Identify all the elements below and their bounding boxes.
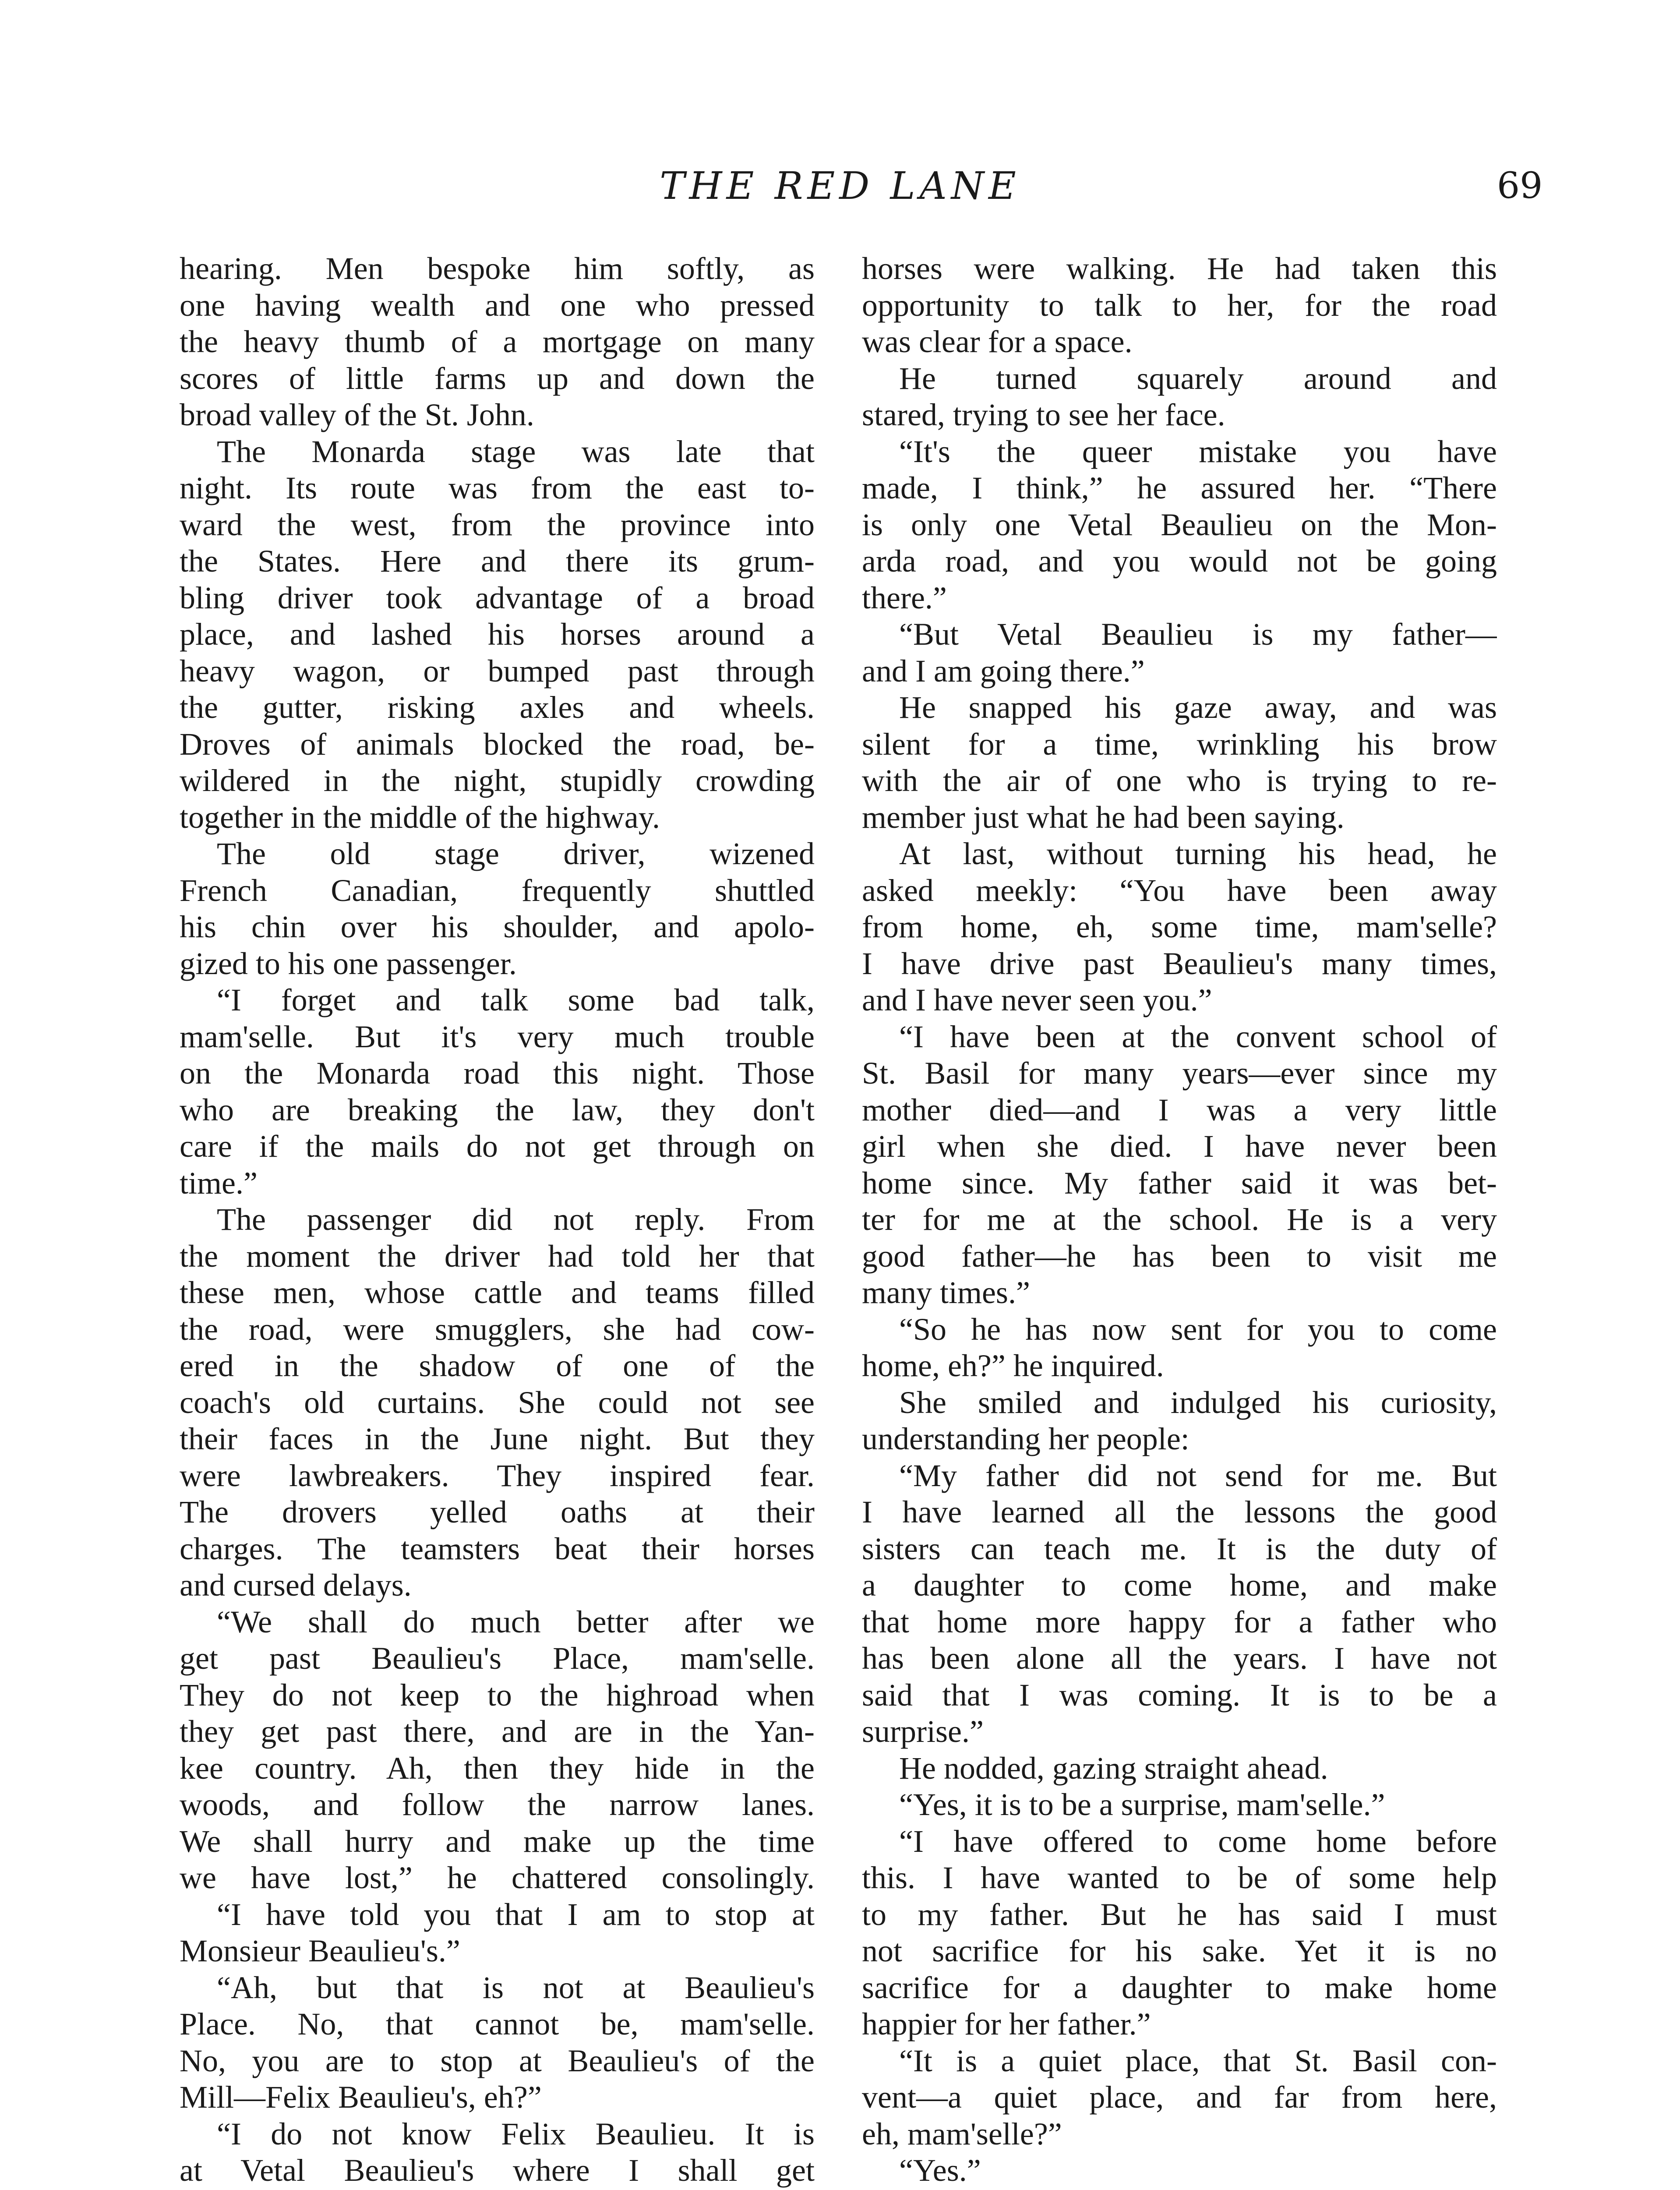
text-line: He turned squarely around and xyxy=(899,360,1497,396)
text-line: ward the west, from the province into xyxy=(180,507,815,542)
page-number: 69 xyxy=(1497,165,1543,207)
text-line: “I have been at the convent school of xyxy=(899,1019,1497,1054)
text-line: “I have told you that I am to stop at xyxy=(217,1897,815,1932)
text-line: understanding her people: xyxy=(862,1421,1189,1456)
text-line: from home, eh, some time, mam'selle? xyxy=(862,909,1497,944)
text-line: has been alone all the years. I have not xyxy=(862,1641,1497,1676)
text-line: the road, were smugglers, she had cow- xyxy=(180,1311,815,1347)
text-line: home, eh?” he inquired. xyxy=(862,1348,1164,1383)
text-line: Mill—Felix Beaulieu's, eh?” xyxy=(180,2080,542,2115)
text-line: eh, mam'selle?” xyxy=(862,2116,1062,2151)
text-line: made, I think,” he assured her. “There xyxy=(862,470,1497,505)
text-line: The drovers yelled oaths at their xyxy=(180,1494,815,1529)
text-line: hearing. Men bespoke him softly, as xyxy=(180,251,815,286)
text-line: horses were walking. He had taken this xyxy=(862,251,1497,286)
text-line: Monsieur Beaulieu's.” xyxy=(180,1933,460,1968)
text-line: broad valley of the St. John. xyxy=(180,397,534,432)
text-line: were lawbreakers. They inspired fear. xyxy=(180,1458,815,1493)
text-line: they get past there, and are in the Yan- xyxy=(180,1714,815,1749)
text-line: I have learned all the lessons the good xyxy=(862,1494,1497,1529)
text-line: care if the mails do not get through on xyxy=(180,1129,815,1164)
text-line: sacrifice for a daughter to make home xyxy=(862,1970,1497,2005)
text-line: the heavy thumb of a mortgage on many xyxy=(180,324,815,359)
text-line: “I forget and talk some bad talk, xyxy=(217,982,815,1017)
text-line: bling driver took advantage of a broad xyxy=(180,580,815,615)
text-line: “It is a quiet place, that St. Basil con- xyxy=(899,2043,1497,2078)
text-line: St. Basil for many years—ever since my xyxy=(862,1056,1497,1091)
text-line: is only one Vetal Beaulieu on the Mon- xyxy=(862,507,1497,542)
text-line: We shall hurry and make up the time xyxy=(180,1823,815,1859)
text-line: time.” xyxy=(180,1165,258,1201)
text-line: that home more happy for a father who xyxy=(862,1604,1497,1639)
text-line: “So he has now sent for you to come xyxy=(899,1311,1497,1347)
text-line: this. I have wanted to be of some help xyxy=(862,1860,1497,1895)
text-line: place, and lashed his horses around a xyxy=(180,617,815,652)
text-line: coach's old curtains. She could not see xyxy=(180,1385,815,1420)
text-line: and I am going there.” xyxy=(862,653,1145,689)
text-line: was clear for a space. xyxy=(862,324,1133,359)
text-line: The passenger did not reply. From xyxy=(217,1202,815,1237)
text-line: vent—a quiet place, and far from here, xyxy=(862,2080,1497,2115)
text-line: He nodded, gazing straight ahead. xyxy=(899,1750,1328,1786)
text-line: “It's the queer mistake you have xyxy=(899,434,1497,469)
text-line: with the air of one who is trying to re- xyxy=(862,763,1497,798)
text-line: At last, without turning his head, he xyxy=(899,836,1497,871)
text-line: the gutter, risking axles and wheels. xyxy=(180,690,815,725)
text-line: we have lost,” he chattered consolingly. xyxy=(180,1860,815,1895)
text-line: The Monarda stage was late that xyxy=(217,434,815,469)
text-line: She smiled and indulged his curiosity, xyxy=(899,1385,1497,1420)
text-line: the moment the driver had told her that xyxy=(180,1238,815,1274)
text-line: gized to his one passenger. xyxy=(180,946,517,981)
text-line: together in the middle of the highway. xyxy=(180,799,660,835)
text-line: I have drive past Beaulieu's many times, xyxy=(862,946,1497,981)
text-line: said that I was coming. It is to be a xyxy=(862,1677,1497,1713)
text-line: good father—he has been to visit me xyxy=(862,1238,1497,1274)
text-line: heavy wagon, or bumped past through xyxy=(180,653,815,689)
text-line: wildered in the night, stupidly crowding xyxy=(180,763,815,798)
text-line: home since. My father said it was bet- xyxy=(862,1165,1497,1201)
text-line: ter for me at the school. He is a very xyxy=(862,1202,1497,1237)
text-line: He snapped his gaze away, and was xyxy=(899,690,1497,725)
text-line: these men, whose cattle and teams filled xyxy=(180,1275,815,1310)
text-line: silent for a time, wrinkling his brow xyxy=(862,726,1497,762)
text-line: No, you are to stop at Beaulieu's of the xyxy=(180,2043,815,2078)
text-line: at Vetal Beaulieu's where I shall get xyxy=(180,2153,815,2188)
text-line: They do not keep to the highroad when xyxy=(180,1677,815,1713)
text-line: woods, and follow the narrow lanes. xyxy=(180,1787,815,1822)
left-text-column xyxy=(180,251,815,2190)
text-line: stared, trying to see her face. xyxy=(862,397,1225,432)
running-head xyxy=(0,162,1680,210)
text-line: ered in the shadow of one of the xyxy=(180,1348,815,1383)
text-line: opportunity to talk to her, for the road xyxy=(862,287,1497,323)
text-line: Place. No, that cannot be, mam'selle. xyxy=(180,2006,815,2042)
text-line: and I have never seen you.” xyxy=(862,982,1212,1017)
text-line: girl when she died. I have never been xyxy=(862,1129,1497,1164)
text-line: “I do not know Felix Beaulieu. It is xyxy=(217,2116,815,2151)
text-line: many times.” xyxy=(862,1275,1030,1310)
text-line: night. Its route was from the east to- xyxy=(180,470,815,505)
text-line: “My father did not send for me. But xyxy=(899,1458,1497,1493)
text-line: their faces in the June night. But they xyxy=(180,1421,815,1456)
text-line: happier for her father.” xyxy=(862,2006,1151,2042)
text-line: French Canadian, frequently shuttled xyxy=(180,872,815,908)
text-line: his chin over his shoulder, and apolo- xyxy=(180,909,815,944)
text-line: not sacrifice for his sake. Yet it is no xyxy=(862,1933,1497,1968)
text-line: “I have offered to come home before xyxy=(899,1823,1497,1859)
text-line: The old stage driver, wizened xyxy=(217,836,815,871)
text-line: asked meekly: “You have been away xyxy=(862,872,1497,908)
text-line: “But Vetal Beaulieu is my father— xyxy=(899,617,1497,652)
text-line: a daughter to come home, and make xyxy=(862,1568,1497,1603)
text-line: one having wealth and one who pressed xyxy=(180,287,815,323)
text-line: member just what he had been saying. xyxy=(862,799,1345,835)
text-line: mam'selle. But it's very much trouble xyxy=(180,1019,815,1054)
running-title: THE RED LANE xyxy=(660,164,1020,208)
text-line: mother died—and I was a very little xyxy=(862,1092,1497,1127)
text-line: arda road, and you would not be going xyxy=(862,544,1497,579)
text-line: who are breaking the law, they don't xyxy=(180,1092,815,1127)
text-line: there.” xyxy=(862,580,947,615)
text-line: sisters can teach me. It is the duty of xyxy=(862,1531,1497,1566)
text-line: “Yes.” xyxy=(899,2153,981,2188)
text-line: to my father. But he has said I must xyxy=(862,1897,1497,1932)
text-line: on the Monarda road this night. Those xyxy=(180,1056,815,1091)
text-line: “Yes, it is to be a surprise, mam'selle.” xyxy=(899,1787,1385,1822)
text-line: charges. The teamsters beat their horses xyxy=(180,1531,815,1566)
text-line: Droves of animals blocked the road, be- xyxy=(180,726,815,762)
text-line: and cursed delays. xyxy=(180,1568,412,1603)
text-line: get past Beaulieu's Place, mam'selle. xyxy=(180,1641,815,1676)
text-line: “We shall do much better after we xyxy=(217,1604,815,1639)
right-text-column xyxy=(862,251,1497,2190)
text-line: the States. Here and there its grum- xyxy=(180,544,815,579)
text-line: kee country. Ah, then they hide in the xyxy=(180,1750,815,1786)
text-line: surprise.” xyxy=(862,1714,984,1749)
text-line: scores of little farms up and down the xyxy=(180,360,815,396)
text-line: “Ah, but that is not at Beaulieu's xyxy=(217,1970,815,2005)
